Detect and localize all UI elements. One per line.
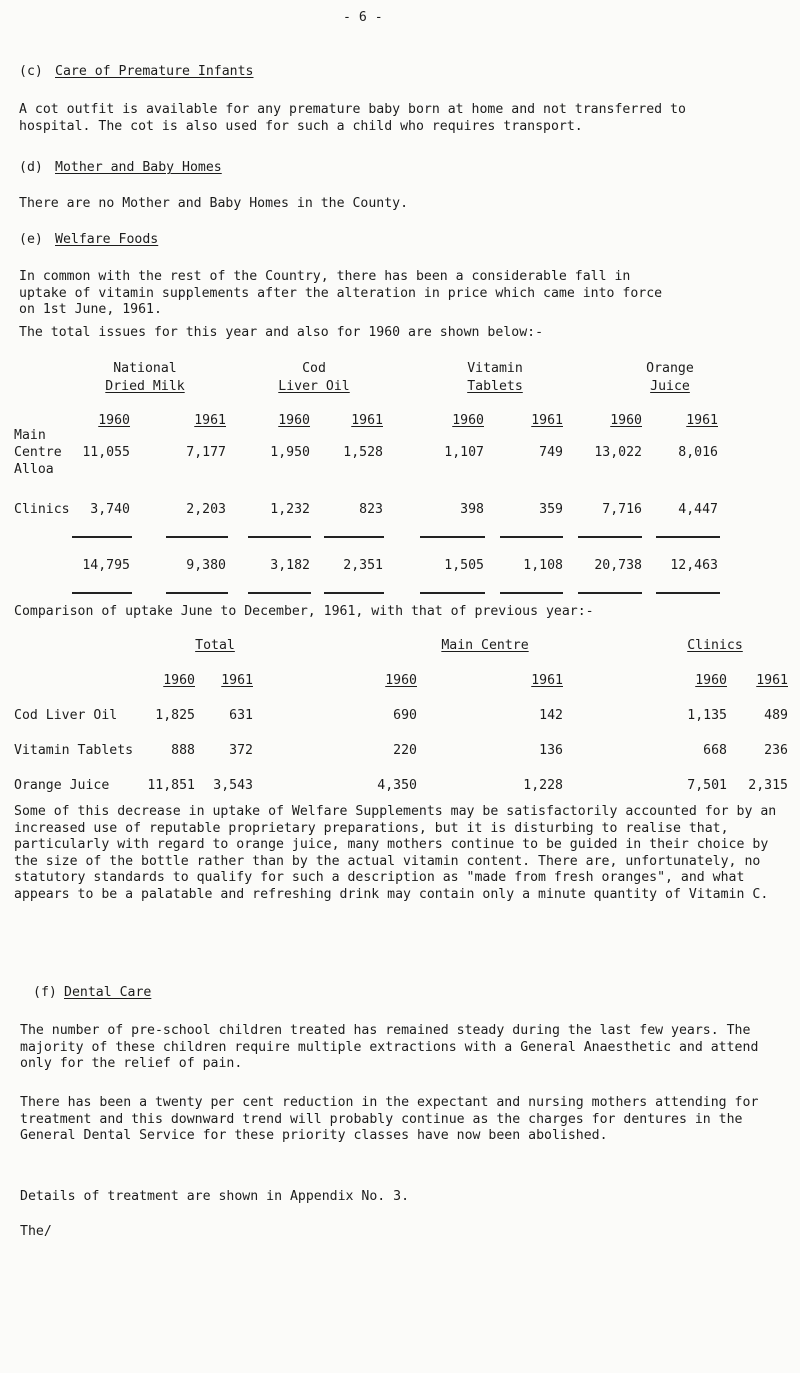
total-rule — [248, 536, 311, 538]
group-header: Main Centre — [441, 638, 529, 653]
group-header-l1: Vitamin — [467, 361, 523, 376]
table-cell: 2,203 — [186, 502, 226, 517]
group-header-l1: National — [113, 361, 177, 376]
section-f-heading: Dental Care — [64, 985, 152, 1000]
section-d-heading: Mother and Baby Homes — [55, 160, 222, 175]
table-cell: 1,232 — [270, 502, 310, 517]
year-header: 1960 — [695, 673, 727, 688]
section-f-details: Details of treatment are shown in Appendix No. 3. — [20, 1189, 410, 1204]
total-double-rule — [72, 592, 132, 594]
total-double-rule — [656, 592, 720, 594]
total-cell: 12,463 — [670, 558, 718, 573]
table-cell: 1,135 — [687, 708, 727, 723]
welfare-commentary: Some of this decrease in uptake of Welfare Supplements may be satisfactorily accounted for by an increased use of reputable proprietary preparations, but it is disturbing to realise that, particularly with regard to orange juice, many mothers continue to be guided in their choice by the size of the bottle rather than by the actual vitamin content. There are, unfortunately, no statutory standards to qualify for such a description as "made from fresh oranges", and what appears to be a palatable and refreshing drink may contain only a minute quantity of Vitamin C. — [14, 804, 777, 902]
section-e-heading: Welfare Foods — [55, 232, 159, 247]
table-cell: 668 — [703, 743, 727, 758]
section-e-intro: The total issues for this year and also for 1960 are shown below:- — [19, 325, 544, 340]
table-cell: 4,447 — [678, 502, 718, 517]
total-rule — [166, 536, 228, 538]
year-header: 1960 — [98, 413, 130, 428]
table-cell: 1,107 — [444, 445, 484, 460]
table-cell: 236 — [764, 743, 788, 758]
table-cell: 142 — [539, 708, 563, 723]
group-header-l1: Orange — [646, 361, 694, 376]
section-c-marker: (c) — [19, 64, 43, 79]
table-cell: 3,740 — [90, 502, 130, 517]
table-cell: 749 — [539, 445, 563, 460]
total-cell: 20,738 — [594, 558, 642, 573]
total-double-rule — [500, 592, 563, 594]
total-rule — [500, 536, 563, 538]
total-double-rule — [324, 592, 384, 594]
group-header-l2: Juice — [650, 379, 690, 394]
table-cell: 11,851 — [147, 778, 195, 793]
year-header: 1960 — [610, 413, 642, 428]
row-label: Alloa — [14, 462, 54, 477]
year-header: 1961 — [194, 413, 226, 428]
table-cell: 8,016 — [678, 445, 718, 460]
total-rule — [420, 536, 485, 538]
table-cell: 11,055 — [82, 445, 130, 460]
group-header-l2: Liver Oil — [278, 379, 350, 394]
year-header: 1960 — [163, 673, 195, 688]
year-header: 1961 — [756, 673, 788, 688]
table-cell: 823 — [359, 502, 383, 517]
table-cell: 4,350 — [377, 778, 417, 793]
section-c-body: A cot outfit is available for any premature baby born at home and not transferred to hospital. The cot is also used for such a child who requires transport. — [19, 102, 686, 134]
row-label: Main — [14, 428, 46, 443]
row-label: Centre — [14, 445, 62, 460]
table-cell: 888 — [171, 743, 195, 758]
total-double-rule — [420, 592, 485, 594]
table-cell: 220 — [393, 743, 417, 758]
year-header: 1961 — [221, 673, 253, 688]
comparison-intro: Comparison of uptake June to December, 1961, with that of previous year:- — [14, 604, 594, 619]
catchword: The/ — [20, 1224, 52, 1239]
table-cell: 489 — [764, 708, 788, 723]
table-cell: 1,950 — [270, 445, 310, 460]
year-header: 1960 — [452, 413, 484, 428]
table-cell: 359 — [539, 502, 563, 517]
total-cell: 9,380 — [186, 558, 226, 573]
table-cell: 1,228 — [523, 778, 563, 793]
table-cell: 3,543 — [213, 778, 253, 793]
section-e-marker: (e) — [19, 232, 43, 247]
table-cell: 13,022 — [594, 445, 642, 460]
section-d-marker: (d) — [19, 160, 43, 175]
row-label: Vitamin Tablets — [14, 743, 134, 758]
total-double-rule — [166, 592, 228, 594]
section-f-marker: (f) — [33, 985, 57, 1000]
group-header: Clinics — [687, 638, 743, 653]
page-number: - 6 - — [343, 10, 383, 25]
total-cell: 1,108 — [523, 558, 563, 573]
table-cell: 2,315 — [748, 778, 788, 793]
total-cell: 14,795 — [82, 558, 130, 573]
total-cell: 3,182 — [270, 558, 310, 573]
row-label: Orange Juice — [14, 778, 110, 793]
section-d-body: There are no Mother and Baby Homes in the County. — [19, 196, 409, 211]
table-cell: 372 — [229, 743, 253, 758]
total-rule — [324, 536, 384, 538]
group-header: Total — [195, 638, 235, 653]
table-cell: 7,501 — [687, 778, 727, 793]
total-rule — [578, 536, 642, 538]
year-header: 1961 — [686, 413, 718, 428]
table-cell: 398 — [460, 502, 484, 517]
table-cell: 631 — [229, 708, 253, 723]
row-label: Cod Liver Oil — [14, 708, 118, 723]
total-rule — [656, 536, 720, 538]
total-double-rule — [578, 592, 642, 594]
section-f-body-2: There has been a twenty per cent reduction in the expectant and nursing mothers attending for treatment and this downward trend will probably continue as the charges for dentures in the General Dental Service for these priority classes have now been abolished. — [20, 1095, 759, 1144]
group-header-l1: Cod — [302, 361, 326, 376]
total-rule — [72, 536, 132, 538]
year-header: 1961 — [531, 673, 563, 688]
total-cell: 2,351 — [343, 558, 383, 573]
table-cell: 1,528 — [343, 445, 383, 460]
section-f-body-1: The number of pre-school children treated has remained steady during the last few years. The majority of these children require multiple extractions with a General Anaesthetic and attend only for the relief of pain. — [20, 1023, 759, 1072]
table-cell: 136 — [539, 743, 563, 758]
year-header: 1960 — [278, 413, 310, 428]
table-cell: 1,825 — [155, 708, 195, 723]
row-label: Clinics — [14, 502, 70, 517]
group-header-l2: Dried Milk — [105, 379, 185, 394]
table-cell: 7,716 — [602, 502, 642, 517]
total-cell: 1,505 — [444, 558, 484, 573]
table-cell: 690 — [393, 708, 417, 723]
section-c-heading: Care of Premature Infants — [55, 64, 254, 79]
total-double-rule — [248, 592, 311, 594]
section-e-body: In common with the rest of the Country, there has been a considerable fall in uptake of vitamin supplements after the alteration in price which came into force on 1st June, 1961. — [19, 269, 663, 318]
year-header: 1960 — [385, 673, 417, 688]
group-header-l2: Tablets — [467, 379, 523, 394]
table-cell: 7,177 — [186, 445, 226, 460]
year-header: 1961 — [351, 413, 383, 428]
year-header: 1961 — [531, 413, 563, 428]
